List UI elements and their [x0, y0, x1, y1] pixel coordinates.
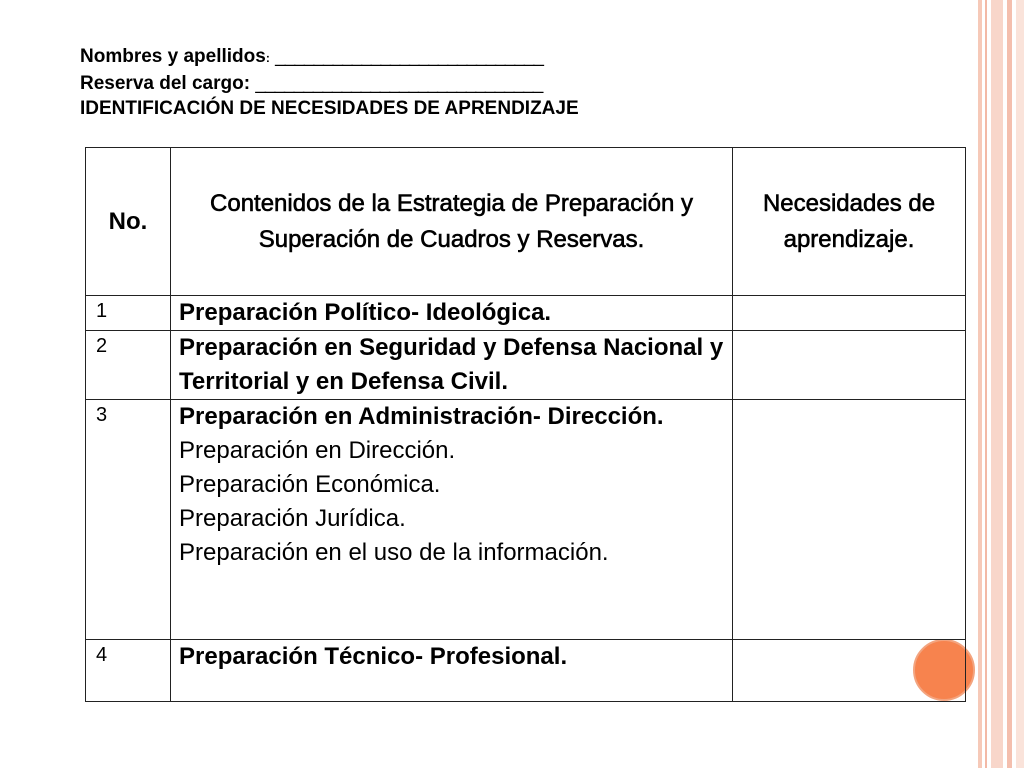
section-title: IDENTIFICACIÓN DE NECESIDADES DE APRENDIZAJE: [80, 98, 579, 119]
row-title: Preparación Técnico- Profesional.: [179, 643, 568, 670]
name-line: [80, 44, 579, 71]
form-header: [80, 44, 579, 121]
row-number: 1: [86, 296, 171, 331]
needs-cell[interactable]: [733, 640, 966, 702]
table-header-row: [86, 148, 966, 296]
row-subitem: Preparación en el uso de la información.: [179, 539, 609, 566]
table-row: [86, 331, 966, 400]
row-title: Preparación Político- Ideológica.: [179, 299, 552, 326]
header-needs: Necesidades de aprendizaje.: [733, 148, 966, 296]
table-row: [86, 640, 966, 702]
row-subitem: Preparación Jurídica.: [179, 505, 406, 532]
table-row: [86, 400, 966, 640]
decorative-stripes: [978, 0, 1024, 768]
row-content: [171, 331, 733, 400]
needs-cell[interactable]: [733, 296, 966, 331]
cargo-label: Reserva del cargo:: [80, 73, 251, 94]
name-field[interactable]: ____________________________: [275, 46, 543, 67]
name-label: Nombres y apellidos: [80, 46, 266, 67]
row-number: 4: [86, 640, 171, 702]
needs-table: [85, 147, 966, 702]
row-title: Preparación en Administración- Dirección.: [179, 403, 664, 430]
cargo-field[interactable]: ______________________________: [255, 73, 543, 94]
row-subitem: Preparación Económica.: [179, 471, 441, 498]
name-colon: :: [265, 51, 270, 65]
table-row: [86, 296, 966, 331]
row-content: [171, 640, 733, 702]
needs-cell[interactable]: [733, 331, 966, 400]
row-content: [171, 400, 733, 640]
needs-cell[interactable]: [733, 400, 966, 640]
row-number: 2: [86, 331, 171, 400]
row-content: [171, 296, 733, 331]
header-no: No.: [86, 148, 171, 296]
row-title: Preparación en Seguridad y Defensa Nacional y Territorial y en Defensa Civil.: [179, 334, 724, 395]
header-contents: Contenidos de la Estrategia de Preparación y Superación de Cuadros y Reservas.: [171, 148, 733, 296]
row-subitem: Preparación en Dirección.: [179, 437, 456, 464]
row-number: 3: [86, 400, 171, 640]
cargo-line: [80, 71, 579, 96]
